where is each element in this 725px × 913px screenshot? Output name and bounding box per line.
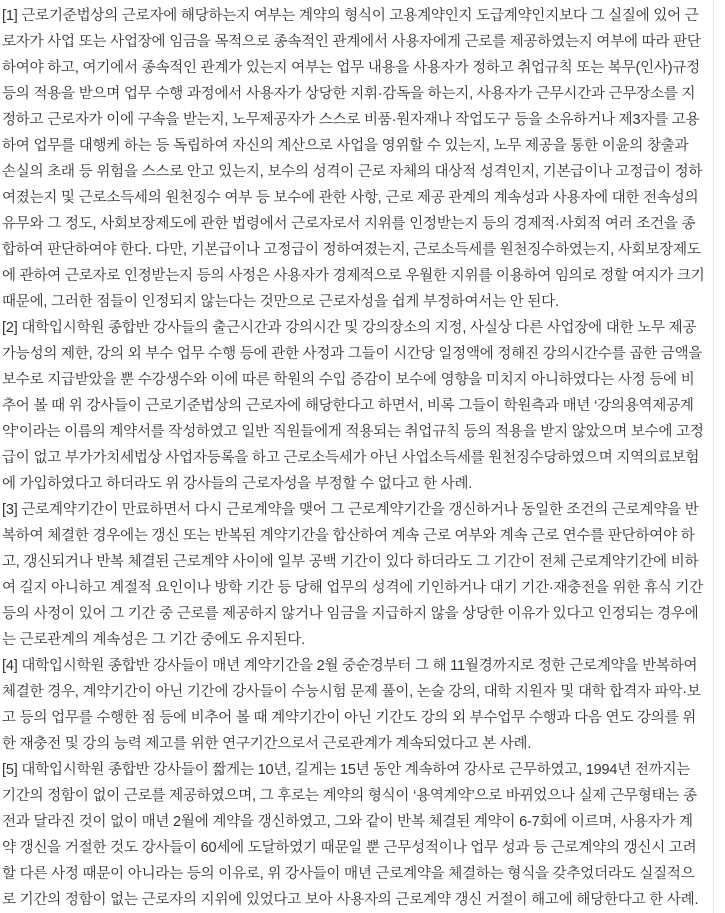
case-summary-paragraph-3: [3] 근로계약기간이 만료하면서 다시 근로계약을 맺어 그 근로계약기간을 갱신하거나 동일한 조건의 근로계약을 반복하여 체결한 경우에는 갱신 또는 반복된 계약기간을 합산하여 계속 근로 여부와 계속 근로 연수를 판단하여야 하고, 갱신되거나 반복 체결된 근로계약 사이에 일부 공백 기간이 있다 하더라도 그 기간이 전체 근로계약기간에 비하여 길지 아니하고 계절적 요인이나 방학 기간 등 당해 업무의 성격에 기인하거나 대기 기간·재충전을 위한 휴식 기간 등의 사정이 있어 그 기간 중 근로를 제공하지 않거나 임금을 지급하지 않을 상당한 이유가 있다고 인정되는 경우에는 근로관계의 계속성은 그 기간 중에도 유지된다. (2, 502, 704, 648)
content-right-border (713, 0, 714, 913)
case-summary-paragraph-1: [1] 근로기준법상의 근로자에 해당하는지 여부는 계약의 형식이 고용계약인지 도급계약인지보다 그 실질에 있어 근로자가 사업 또는 사업장에 임금을 목적으로 종속적인 관계에서 사용자에게 근로를 제공하였는지 여부에 따라 판단하여야 하고, 여기에서 종속적인 관계가 있는지 여부는 업무 내용을 사용자가 정하고 취업규칙 또는 복무(인사)규정 등의 적용을 받으며 업무 수행 과정에서 사용자가 상당한 지휘·감독을 하는지, 사용자가 근무시간과 근무장소를 지정하고 근로자가 이에 구속을 받는지, 노무제공자가 스스로 비품·원자재나 작업도구 등을 소유하거나 제3자를 고용하여 업무를 대행케 하는 등 독립하여 자신의 계산으로 사업을 영위할 수 있는지, 노무 제공을 통한 이윤의 창출과 손실의 초래 등 위험을 스스로 안고 있는지, 보수의 성격이 근로 자체의 대상적 성격인지, 기본급이나 고정급이 정하여졌는지 및 근로소득세의 원천징수 여부 등 보수에 관한 사항, 근로 제공 관계의 계속성과 사용자에 대한 전속성의 유무와 그 정도, 사회보장제도에 관한 법령에서 근로자로서 지위를 인정받는지 등의 경제적·사회적 여러 조건을 종합하여 판단하여야 한다. 다만, 기본급이나 고정급이 정하여졌는지, 근로소득세를 원천징수하였는지, 사회보장제도에 관하여 근로자로 인정받는지 등의 사정은 사용자가 경제적으로 우월한 지위를 이용하여 임의로 정할 여지가 크기 때문에, 그러한 점들이 인정되지 않는다는 것만으로 근로자성을 쉽게 부정하여서는 안 된다. (2, 8, 705, 310)
case-summary-paragraph-4: [4] 대학입시학원 종합반 강사들이 매년 계약기간을 2월 중순경부터 그 해 11월경까지로 정한 근로계약을 반복하여 체결한 경우, 계약기간이 아닌 기간에 강사들이 수능시험 문제 풀이, 논술 강의, 대학 지원자 및 대학 합격자 파악·보고 등의 업무를 수행한 점 등에 비추어 볼 때 계약기간이 아닌 기간도 강의 외 부수업무 수행과 다음 연도 강의를 위한 재충전 및 강의 능력 제고를 위한 연구기간으로서 근로관계가 계속되었다고 본 사례. (2, 658, 701, 752)
case-summary-paragraph-5: [5] 대학입시학원 종합반 강사들이 짧게는 10년, 길게는 15년 동안 계속하여 강사로 근무하였고, 1994년 전까지는 기간의 정함이 없이 근로를 제공하였으며, 그 후로는 계약의 형식이 ‘용역계약’으로 바뀌었으나 실제 근무형태는 종전과 달라진 것이 없이 매년 2월에 계약을 갱신하였고, 그와 같이 반복 체결된 계약이 6-7회에 이르며, 사용자가 계약 갱신을 거절한 것도 강사들이 60세에 도달하였기 때문일 뿐 근무성적이나 업무 성과 등 근로계약의 갱신시 고려할 다른 사정 때문이 아니라는 등의 이유로, 위 강사들이 매년 근로계약을 체결하는 형식을 갖추었더라도 실질적으로 기간의 정함이 없는 근로자의 지위에 있었다고 보아 사용자의 근로계약 갱신 거절이 해고에 해당한다고 한 사례. (2, 762, 699, 908)
case-summary-paragraph-2: [2] 대학입시학원 종합반 강사들의 출근시간과 강의시간 및 강의장소의 지정, 사실상 다른 사업장에 대한 노무 제공 가능성의 제한, 강의 외 부수 업무 수행 등에 관한 사정과 그들이 시간당 일정액에 정해진 강의시간수를 곱한 금액을 보수로 지급받았을 뿐 수강생수와 이에 따른 학원의 수입 증감이 보수에 영향을 미치지 아니하였다는 사정 등에 비추어 볼 때 위 강사들이 근로기준법상의 근로자에 해당한다고 하면서, 비록 그들이 학원측과 매년 ‘강의용역제공계약’이라는 이름의 계약서를 작성하였고 일반 직원들에게 적용되는 취업규칙 등의 적용을 받지 않았으며 보수에 고정급이 없고 부가가치세법상 사업자등록을 하고 근로소득세가 아닌 사업소득세를 원천징수당하였으며 지역의료보험에 가입하였다고 하더라도 위 강사들의 근로자성을 부정할 수 없다고 한 사례. (2, 320, 704, 492)
